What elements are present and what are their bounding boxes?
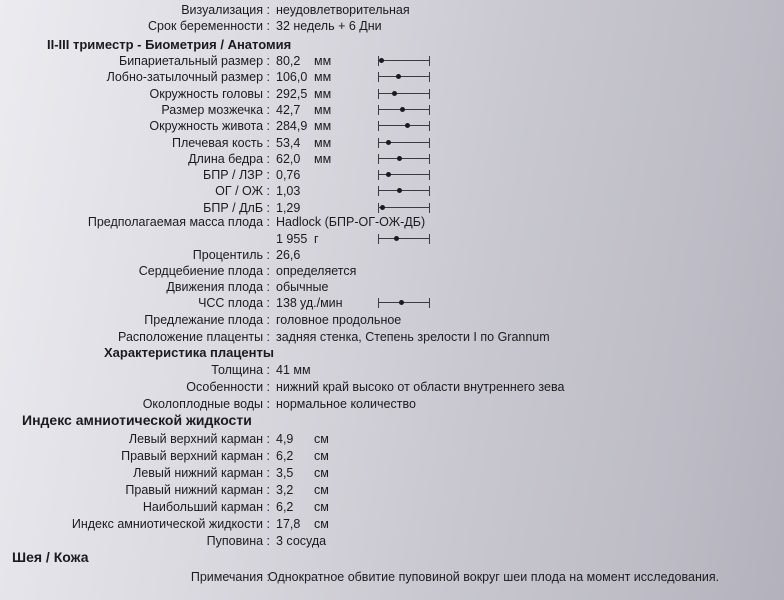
hr-gauge-marker [399,300,404,305]
fetus-2-value: обычные [276,280,329,294]
biometry-6-value: 62,0 [276,151,301,166]
biometry-9-label: БПР / ДлБ : [203,200,270,215]
gestation-value: 32 недель + 6 Дни [276,19,382,33]
biometry-4-gauge [378,120,430,132]
notes-value: Однократное обвитие пуповиной вокруг шеи плода на момент исследования. [268,570,720,584]
biometry-5-value: 53,4 [276,135,301,150]
biometry-7-value: 0,76 [276,168,301,183]
afi-4-label: Наибольший карман : [142,500,270,514]
biometry-5-label: Плечевая кость : [172,135,270,150]
afi-3-unit: см [314,483,329,497]
biometry-5-gauge-marker [386,140,391,145]
biometry-3-unit: мм [314,102,332,117]
placenta-title: Характеристика плаценты [104,345,274,360]
biometry-5-unit: мм [314,135,332,150]
weight-gauge [378,233,430,245]
visualization-value: неудовлетворительная [276,3,410,17]
weight-label: Предполагаемая масса плода : [87,215,270,229]
fetus-2-label: Движения плода : [166,280,270,294]
fetus-0-value: 26,6 [276,248,301,262]
biometry-6-gauge-marker [397,156,402,161]
afi-2-value: 3,5 [276,466,294,480]
afi-5-value: 17,8 [276,517,301,531]
biometry-0-gauge-marker [379,58,384,63]
biometry-1-gauge [378,71,430,83]
weight-gauge-marker [394,236,399,241]
afi-5-label: Индекс амниотической жидкости : [71,517,270,531]
biometry-1-label: Лобно-затылочный размер : [106,70,270,85]
weight-unit: г [314,232,319,246]
afi-0-label: Левый верхний карман : [128,432,270,446]
biometry-4-unit: мм [314,119,332,134]
afi-6-value: 3 сосуда [276,534,327,548]
hr-label: ЧСС плода : [198,296,270,310]
afi-1-label: Правый верхний карман : [121,449,270,463]
gestation-label: Срок беременности : [148,19,270,33]
presentation-0-label: Предлежание плода : [144,313,270,327]
biometry-9-value: 1,29 [276,200,301,215]
biometry-9-gauge [378,202,430,214]
biometry-1-unit: мм [314,70,332,85]
afi-4-value: 6,2 [276,500,294,514]
biometry-3-gauge-marker [400,107,405,112]
hr-value: 138 [276,296,297,310]
biometry-2-gauge-marker [392,91,397,96]
placenta-1-label: Особенности : [186,380,270,394]
biometry-3-value: 42,7 [276,102,301,117]
placenta-0-label: Толщина : [211,363,270,377]
biometry-0-gauge [378,55,430,67]
biometry-9-gauge-marker [380,205,385,210]
biometry-7-gauge [378,169,430,181]
afi-title: Индекс амниотической жидкости [22,412,252,428]
afi-1-value: 6,2 [276,449,294,463]
biometry-8-gauge [378,185,430,197]
afi-0-unit: см [314,432,329,446]
presentation-1-value: задняя стенка, Степень зрелости I по Grannum [276,329,550,344]
biometry-0-value: 80,2 [276,54,301,68]
biometry-5-gauge [378,137,430,149]
biometry-0-unit: мм [314,54,332,68]
biometry-6-unit: мм [314,151,332,166]
biometry-2-gauge [378,88,430,100]
hr-unit: уд./мин [300,296,343,310]
fetus-1-label: Сердцебиение плода : [138,264,270,278]
notes-label: Примечания : [190,570,270,584]
weight-value: 1 955 [276,232,308,246]
biometry-3-label: Размер мозжечка : [161,102,270,117]
biometry-8-value: 1,03 [276,184,301,199]
biometry-2-label: Окружность головы : [149,86,270,101]
biometry-8-gauge-marker [397,188,402,193]
biometry-7-gauge-marker [386,172,391,177]
biometry-4-value: 284,9 [276,119,308,134]
afi-2-unit: см [314,466,329,480]
placenta-2-label: Околоплодные воды : [142,397,270,411]
afi-3-value: 3,2 [276,483,294,497]
neck-title: Шея / Кожа [12,549,89,565]
placenta-1-value: нижний край высоко от области внутреннего зева [276,380,565,394]
afi-3-label: Правый нижний карман : [125,483,270,497]
biometry-2-unit: мм [314,86,332,101]
placenta-2-value: нормальное количество [276,397,416,411]
biometry-7-label: БПР / ЛЗР : [203,168,270,183]
fetus-0-label: Процентиль : [192,248,270,262]
biometry-4-gauge-marker [405,123,410,128]
visualization-label: Визуализация : [181,3,270,17]
biometry-title: II-III триместр - Биометрия / Анатомия [47,37,292,52]
presentation-0-value: головное продольное [276,313,402,327]
biometry-8-label: ОГ / ОЖ : [215,184,270,199]
biometry-6-gauge [378,153,430,165]
biometry-1-value: 106,0 [276,70,308,85]
afi-1-unit: см [314,449,329,463]
afi-5-unit: см [314,517,329,531]
afi-2-label: Левый нижний карман : [133,466,270,480]
biometry-0-label: Бипариетальный размер : [118,54,270,68]
fetus-1-value: определяется [276,264,357,278]
presentation-1-label: Расположение плаценты : [118,329,270,344]
biometry-3-gauge [378,104,430,116]
placenta-0-value: 41 мм [276,363,311,377]
afi-0-value: 4,9 [276,432,294,446]
biometry-1-gauge-marker [396,74,401,79]
biometry-6-label: Длина бедра : [188,151,270,166]
hr-gauge [378,297,430,309]
biometry-4-label: Окружность живота : [149,119,270,134]
afi-4-unit: см [314,500,329,514]
afi-6-label: Пуповина : [206,534,270,548]
weight-method: Hadlock (БПР-ОГ-ОЖ-ДБ) [276,215,426,229]
biometry-2-value: 292,5 [276,86,308,101]
